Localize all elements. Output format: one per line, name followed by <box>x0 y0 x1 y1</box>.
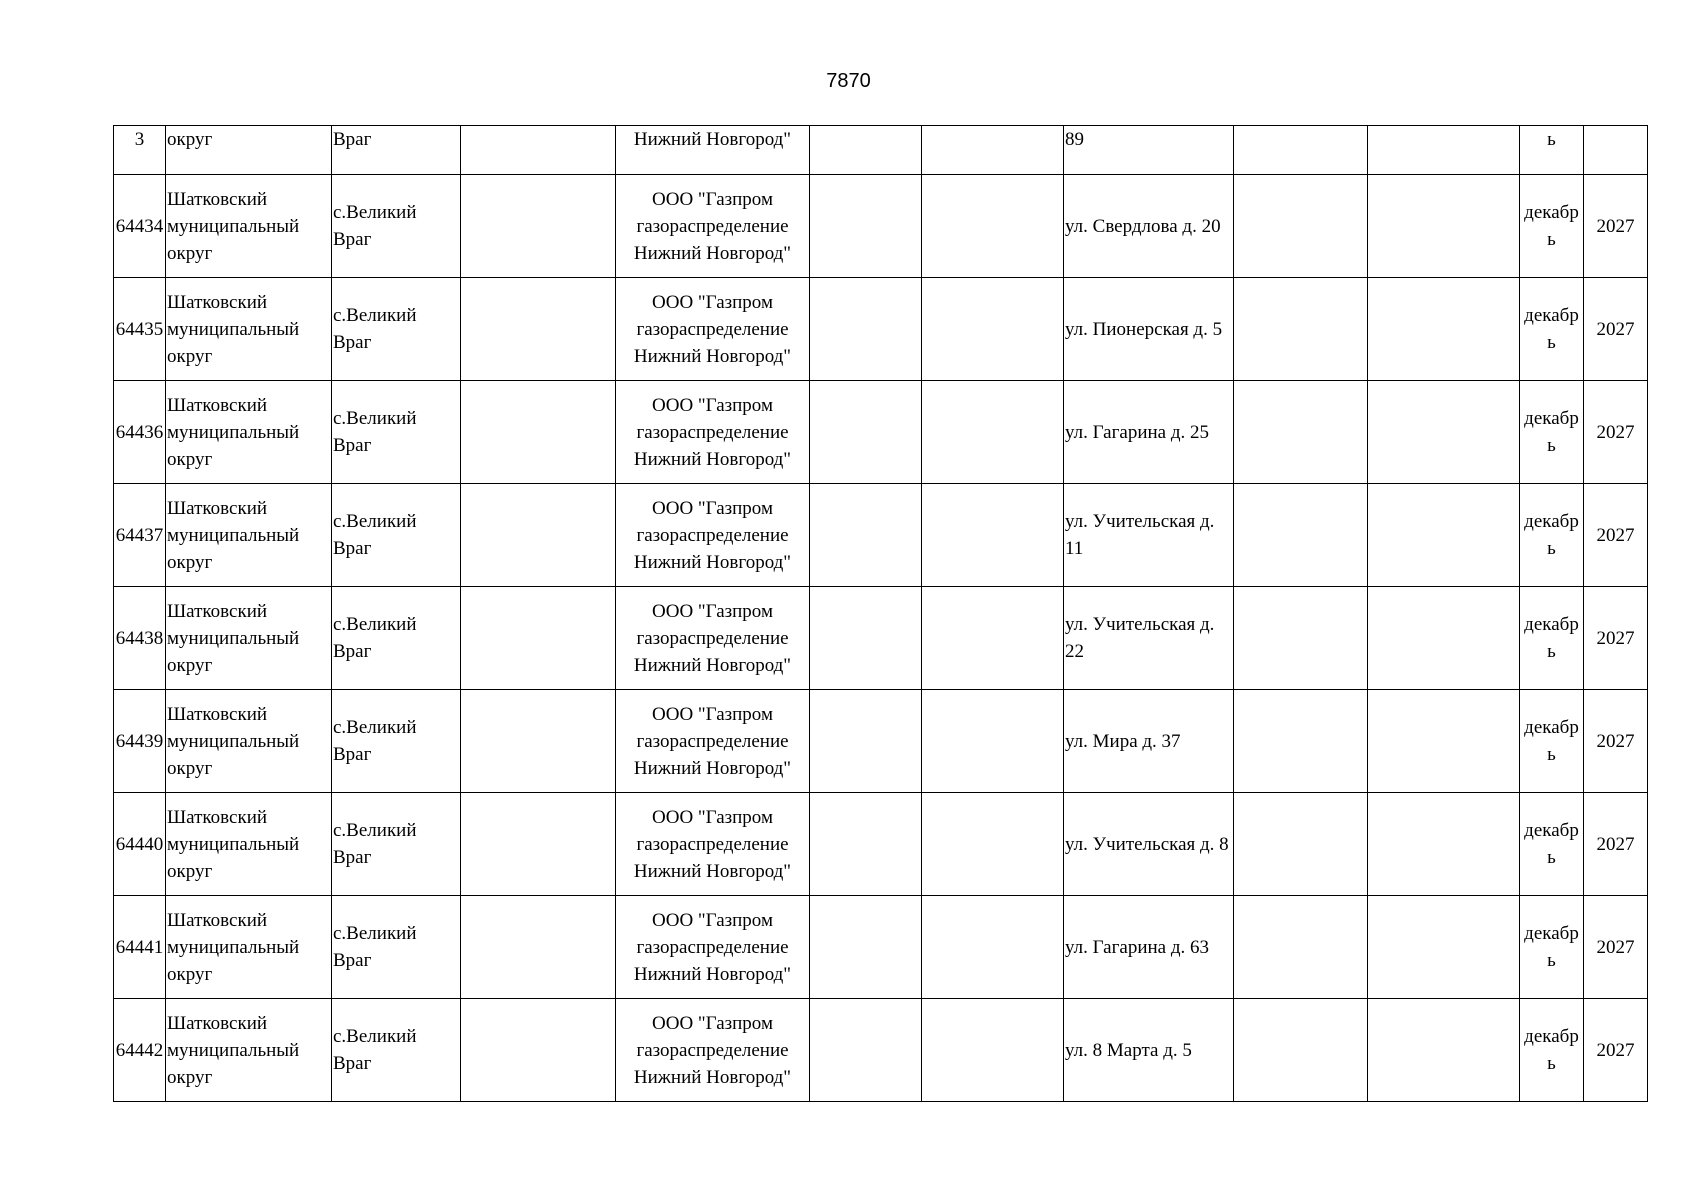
street-cell: ул. Учительская д. 8 <box>1064 793 1234 896</box>
year-cell: 2027 <box>1584 484 1648 587</box>
table-row <box>114 175 1648 278</box>
empty-cell <box>1368 999 1520 1102</box>
district-cell: Шатковский муниципальный округ <box>166 175 332 278</box>
settlement-cell: с.Великий Враг <box>332 690 461 793</box>
empty-cell <box>810 175 922 278</box>
empty-cell <box>461 999 616 1102</box>
empty-cell <box>1234 484 1368 587</box>
empty-cell <box>461 381 616 484</box>
empty-cell <box>1368 126 1520 175</box>
settlement-cell: с.Великий Враг <box>332 381 461 484</box>
row-number: 64441 <box>114 896 166 999</box>
year-cell: 2027 <box>1584 896 1648 999</box>
empty-cell <box>461 484 616 587</box>
empty-cell <box>922 381 1064 484</box>
year-cell: 2027 <box>1584 999 1648 1102</box>
empty-cell <box>461 896 616 999</box>
street-cell: ул. Мира д. 37 <box>1064 690 1234 793</box>
month-cell: декабрь <box>1520 381 1584 484</box>
empty-cell <box>810 587 922 690</box>
month-cell: декабрь <box>1520 896 1584 999</box>
row-number: 3 <box>114 126 166 175</box>
street-cell: ул. Свердлова д. 20 <box>1064 175 1234 278</box>
empty-cell <box>922 999 1064 1102</box>
row-number: 64438 <box>114 587 166 690</box>
organization-cell: ООО "Газпром газораспределение Нижний Новгород" <box>616 381 810 484</box>
year-cell <box>1584 126 1648 175</box>
row-number: 64439 <box>114 690 166 793</box>
month-cell: декабрь <box>1520 999 1584 1102</box>
settlement-cell: с.Великий Враг <box>332 587 461 690</box>
empty-cell <box>1234 381 1368 484</box>
year-cell: 2027 <box>1584 793 1648 896</box>
empty-cell <box>1368 484 1520 587</box>
settlement-cell: с.Великий Враг <box>332 896 461 999</box>
empty-cell <box>810 793 922 896</box>
district-cell: Шатковский муниципальный округ <box>166 793 332 896</box>
table-row <box>114 896 1648 999</box>
row-number: 64437 <box>114 484 166 587</box>
row-number: 64442 <box>114 999 166 1102</box>
empty-cell <box>922 175 1064 278</box>
empty-cell <box>461 278 616 381</box>
table-row <box>114 999 1648 1102</box>
table-row <box>114 690 1648 793</box>
table-row <box>114 484 1648 587</box>
empty-cell <box>461 126 616 175</box>
empty-cell <box>1368 896 1520 999</box>
empty-cell <box>1368 587 1520 690</box>
settlement-cell: с.Великий Враг <box>332 278 461 381</box>
row-number: 64436 <box>114 381 166 484</box>
district-cell: Шатковский муниципальный округ <box>166 999 332 1102</box>
table-row <box>114 126 1648 175</box>
empty-cell <box>1368 793 1520 896</box>
district-cell: Шатковский муниципальный округ <box>166 278 332 381</box>
empty-cell <box>810 690 922 793</box>
street-cell: ул. Пионерская д. 5 <box>1064 278 1234 381</box>
district-cell: Шатковский муниципальный округ <box>166 587 332 690</box>
table-row <box>114 793 1648 896</box>
street-cell: ул. Учительская д. 22 <box>1064 587 1234 690</box>
empty-cell <box>810 381 922 484</box>
empty-cell <box>461 175 616 278</box>
settlement-cell: с.Великий Враг <box>332 175 461 278</box>
empty-cell <box>922 126 1064 175</box>
table-row <box>114 278 1648 381</box>
year-cell: 2027 <box>1584 690 1648 793</box>
empty-cell <box>1368 278 1520 381</box>
row-number: 64434 <box>114 175 166 278</box>
empty-cell <box>922 278 1064 381</box>
empty-cell <box>810 484 922 587</box>
month-cell: ь <box>1520 126 1584 175</box>
empty-cell <box>1234 175 1368 278</box>
row-number: 64435 <box>114 278 166 381</box>
empty-cell <box>461 587 616 690</box>
organization-cell: Нижний Новгород" <box>616 126 810 175</box>
month-cell: декабрь <box>1520 587 1584 690</box>
month-cell: декабрь <box>1520 484 1584 587</box>
district-cell: Шатковский муниципальный округ <box>166 690 332 793</box>
page-number: 7870 <box>826 70 871 92</box>
settlement-cell: с.Великий Враг <box>332 999 461 1102</box>
organization-cell: ООО "Газпром газораспределение Нижний Новгород" <box>616 999 810 1102</box>
year-cell: 2027 <box>1584 175 1648 278</box>
registry-table <box>113 125 1648 1102</box>
district-cell: Шатковский муниципальный округ <box>166 896 332 999</box>
empty-cell <box>810 126 922 175</box>
street-cell: ул. Учительская д. 11 <box>1064 484 1234 587</box>
settlement-cell: с.Великий Враг <box>332 793 461 896</box>
year-cell: 2027 <box>1584 381 1648 484</box>
organization-cell: ООО "Газпром газораспределение Нижний Новгород" <box>616 278 810 381</box>
month-cell: декабрь <box>1520 278 1584 381</box>
table-row <box>114 587 1648 690</box>
empty-cell <box>922 484 1064 587</box>
district-cell: Шатковский муниципальный округ <box>166 381 332 484</box>
month-cell: декабрь <box>1520 175 1584 278</box>
year-cell: 2027 <box>1584 587 1648 690</box>
settlement-cell: с.Великий Враг <box>332 484 461 587</box>
organization-cell: ООО "Газпром газораспределение Нижний Новгород" <box>616 690 810 793</box>
empty-cell <box>1234 278 1368 381</box>
empty-cell <box>810 278 922 381</box>
empty-cell <box>810 896 922 999</box>
street-cell: 89 <box>1064 126 1234 175</box>
row-number: 64440 <box>114 793 166 896</box>
empty-cell <box>1234 896 1368 999</box>
empty-cell <box>461 793 616 896</box>
empty-cell <box>810 999 922 1102</box>
empty-cell <box>1234 587 1368 690</box>
year-cell: 2027 <box>1584 278 1648 381</box>
organization-cell: ООО "Газпром газораспределение Нижний Новгород" <box>616 793 810 896</box>
empty-cell <box>1368 381 1520 484</box>
organization-cell: ООО "Газпром газораспределение Нижний Новгород" <box>616 484 810 587</box>
organization-cell: ООО "Газпром газораспределение Нижний Новгород" <box>616 896 810 999</box>
street-cell: ул. 8 Марта д. 5 <box>1064 999 1234 1102</box>
empty-cell <box>1234 690 1368 793</box>
empty-cell <box>1368 690 1520 793</box>
street-cell: ул. Гагарина д. 63 <box>1064 896 1234 999</box>
table-body <box>114 126 1648 1102</box>
settlement-cell: Враг <box>332 126 461 175</box>
empty-cell <box>1234 999 1368 1102</box>
street-cell: ул. Гагарина д. 25 <box>1064 381 1234 484</box>
empty-cell <box>461 690 616 793</box>
district-cell: округ <box>166 126 332 175</box>
empty-cell <box>1368 175 1520 278</box>
table-row <box>114 381 1648 484</box>
district-cell: Шатковский муниципальный округ <box>166 484 332 587</box>
empty-cell <box>1234 793 1368 896</box>
organization-cell: ООО "Газпром газораспределение Нижний Новгород" <box>616 175 810 278</box>
month-cell: декабрь <box>1520 793 1584 896</box>
empty-cell <box>922 690 1064 793</box>
organization-cell: ООО "Газпром газораспределение Нижний Новгород" <box>616 587 810 690</box>
empty-cell <box>922 587 1064 690</box>
empty-cell <box>922 793 1064 896</box>
empty-cell <box>1234 126 1368 175</box>
month-cell: декабрь <box>1520 690 1584 793</box>
empty-cell <box>922 896 1064 999</box>
